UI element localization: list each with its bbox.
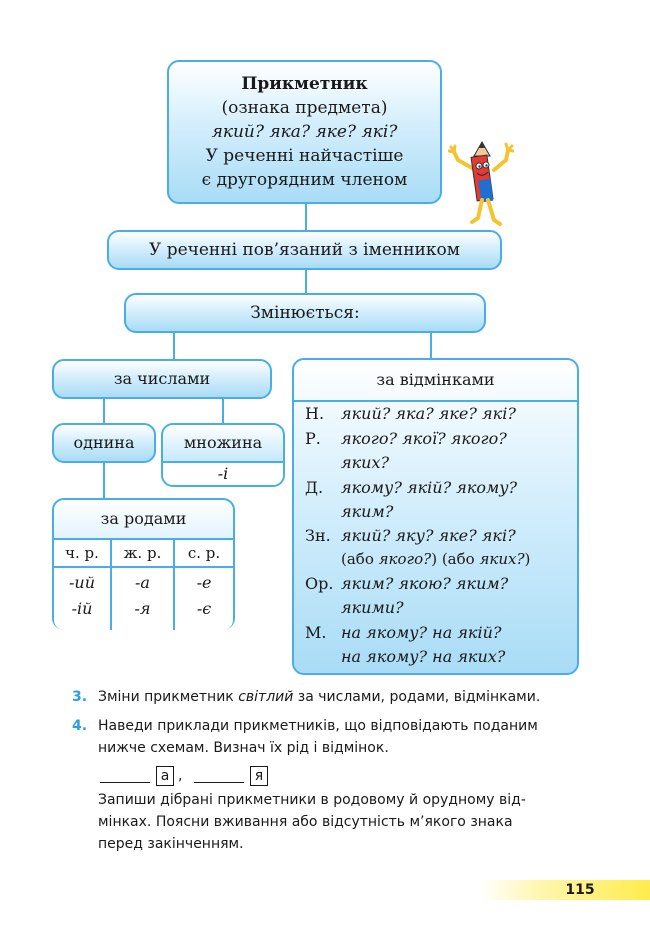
gender-ending: -е: [196, 573, 212, 592]
page-number: 115: [565, 882, 595, 898]
case-abbr: Н.: [305, 404, 325, 423]
gender-ending: -ий: [68, 573, 95, 592]
by-gender-box: [52, 498, 235, 630]
word-schemes: [98, 764, 298, 788]
case-questions: який? яка? яке? які?: [341, 404, 516, 423]
by-number-box: [52, 359, 272, 399]
root-line: [100, 782, 150, 783]
case-abbr: Р.: [305, 429, 321, 448]
gender-ending: -ій: [71, 599, 93, 618]
gender-header: ж. р.: [112, 540, 173, 568]
case-abbr: М.: [305, 623, 327, 642]
singular-box: [52, 423, 156, 463]
case-questions: якого? якої? якого?: [341, 429, 507, 448]
exercise-4-line-1: Наведи приклади прикметників, що відповідають поданим: [98, 718, 538, 734]
exercise-3: [72, 685, 592, 709]
exercise-3-text: Зміни прикметник світлий за числами, родами, відмінками.: [98, 689, 541, 705]
adjective-role-line-1: У реченні найчастіше: [205, 146, 404, 166]
case-questions-cont: (або якого?) (або яких?): [341, 550, 531, 568]
adjective-definition-box: [167, 60, 442, 204]
case-row-instrumental: [305, 572, 575, 620]
gender-column-masculine: [54, 540, 112, 630]
changes-text: Змінюється:: [250, 303, 360, 323]
case-abbr: Ор.: [305, 574, 334, 593]
case-questions-cont: яким?: [341, 502, 394, 521]
gender-column-feminine: [112, 540, 175, 630]
case-row-genitive: [305, 427, 575, 475]
gender-ending: -є: [196, 599, 212, 618]
case-row-accusative: [305, 524, 577, 572]
plural-label: множина: [163, 425, 283, 463]
case-questions-cont: на якому? на яких?: [341, 647, 506, 666]
exercise-4-para-2: мінках. Поясни вживання або відсутність м’якого знака: [98, 814, 513, 830]
ending-box: я: [250, 766, 268, 786]
gender-column-neuter: [175, 540, 233, 630]
exercise-number: 3.: [72, 689, 88, 705]
connector-changes-numbers: [173, 333, 175, 359]
changes-box: [124, 293, 486, 333]
by-case-box: [292, 358, 579, 675]
exercise-number: 4.: [72, 718, 88, 734]
case-row-locative: [305, 621, 575, 669]
case-row-dative: [305, 476, 575, 524]
case-questions: на якому? на якій?: [341, 623, 502, 642]
gender-ending: -а: [135, 573, 150, 592]
case-abbr: Зн.: [305, 526, 331, 545]
connector-changes-cases: [430, 333, 432, 358]
noun-link-box: [107, 230, 502, 270]
gender-header: с. р.: [175, 540, 233, 568]
case-questions: якому? якій? якому?: [341, 478, 518, 497]
connector-main-noun: [305, 204, 307, 230]
connector-numbers-singular: [103, 399, 105, 423]
case-questions: який? яку? яке? які?: [341, 526, 516, 545]
case-questions: яким? якою? яким?: [341, 574, 509, 593]
gender-endings-table: [54, 538, 233, 630]
exercise-4-para-3: перед закінченням.: [98, 836, 244, 852]
ending-box: а: [156, 766, 174, 786]
connector-numbers-plural: [222, 399, 224, 423]
connector-noun-changes: [305, 270, 307, 293]
gender-ending: -я: [134, 599, 151, 618]
case-row-nominative: [305, 402, 575, 426]
by-case-label: за відмінками: [294, 360, 577, 402]
adjective-questions: який? яка? яке? які?: [211, 122, 398, 142]
by-gender-label: за родами: [100, 509, 187, 528]
case-questions-cont: якими?: [341, 598, 404, 617]
plural-ending: -і: [163, 463, 283, 485]
case-questions-cont: яких?: [341, 453, 390, 472]
adjective-subtitle: (ознака предмета): [221, 98, 388, 118]
by-number-label: за числами: [113, 369, 211, 388]
exercise-4: [72, 714, 592, 854]
scheme-separator: ,: [178, 768, 183, 784]
root-line: [194, 782, 244, 783]
pencil-mascot-icon: [448, 138, 514, 238]
exercise-4-line-2: нижче схемам. Визнач їх рід і відмінок.: [98, 740, 389, 756]
gender-header: ч. р.: [54, 540, 110, 568]
connector-singular-gender: [103, 463, 105, 498]
adjective-role-line-2: є другорядним членом: [201, 170, 408, 190]
adjective-title: Прикметник: [241, 74, 368, 94]
noun-link-text: У реченні пов’язаний з іменником: [149, 240, 460, 260]
case-abbr: Д.: [305, 478, 324, 497]
singular-label: однина: [73, 433, 135, 452]
plural-box: [161, 423, 285, 487]
exercise-4-para-1: Запиши дібрані прикметники в родовому й орудному від-: [98, 792, 526, 808]
